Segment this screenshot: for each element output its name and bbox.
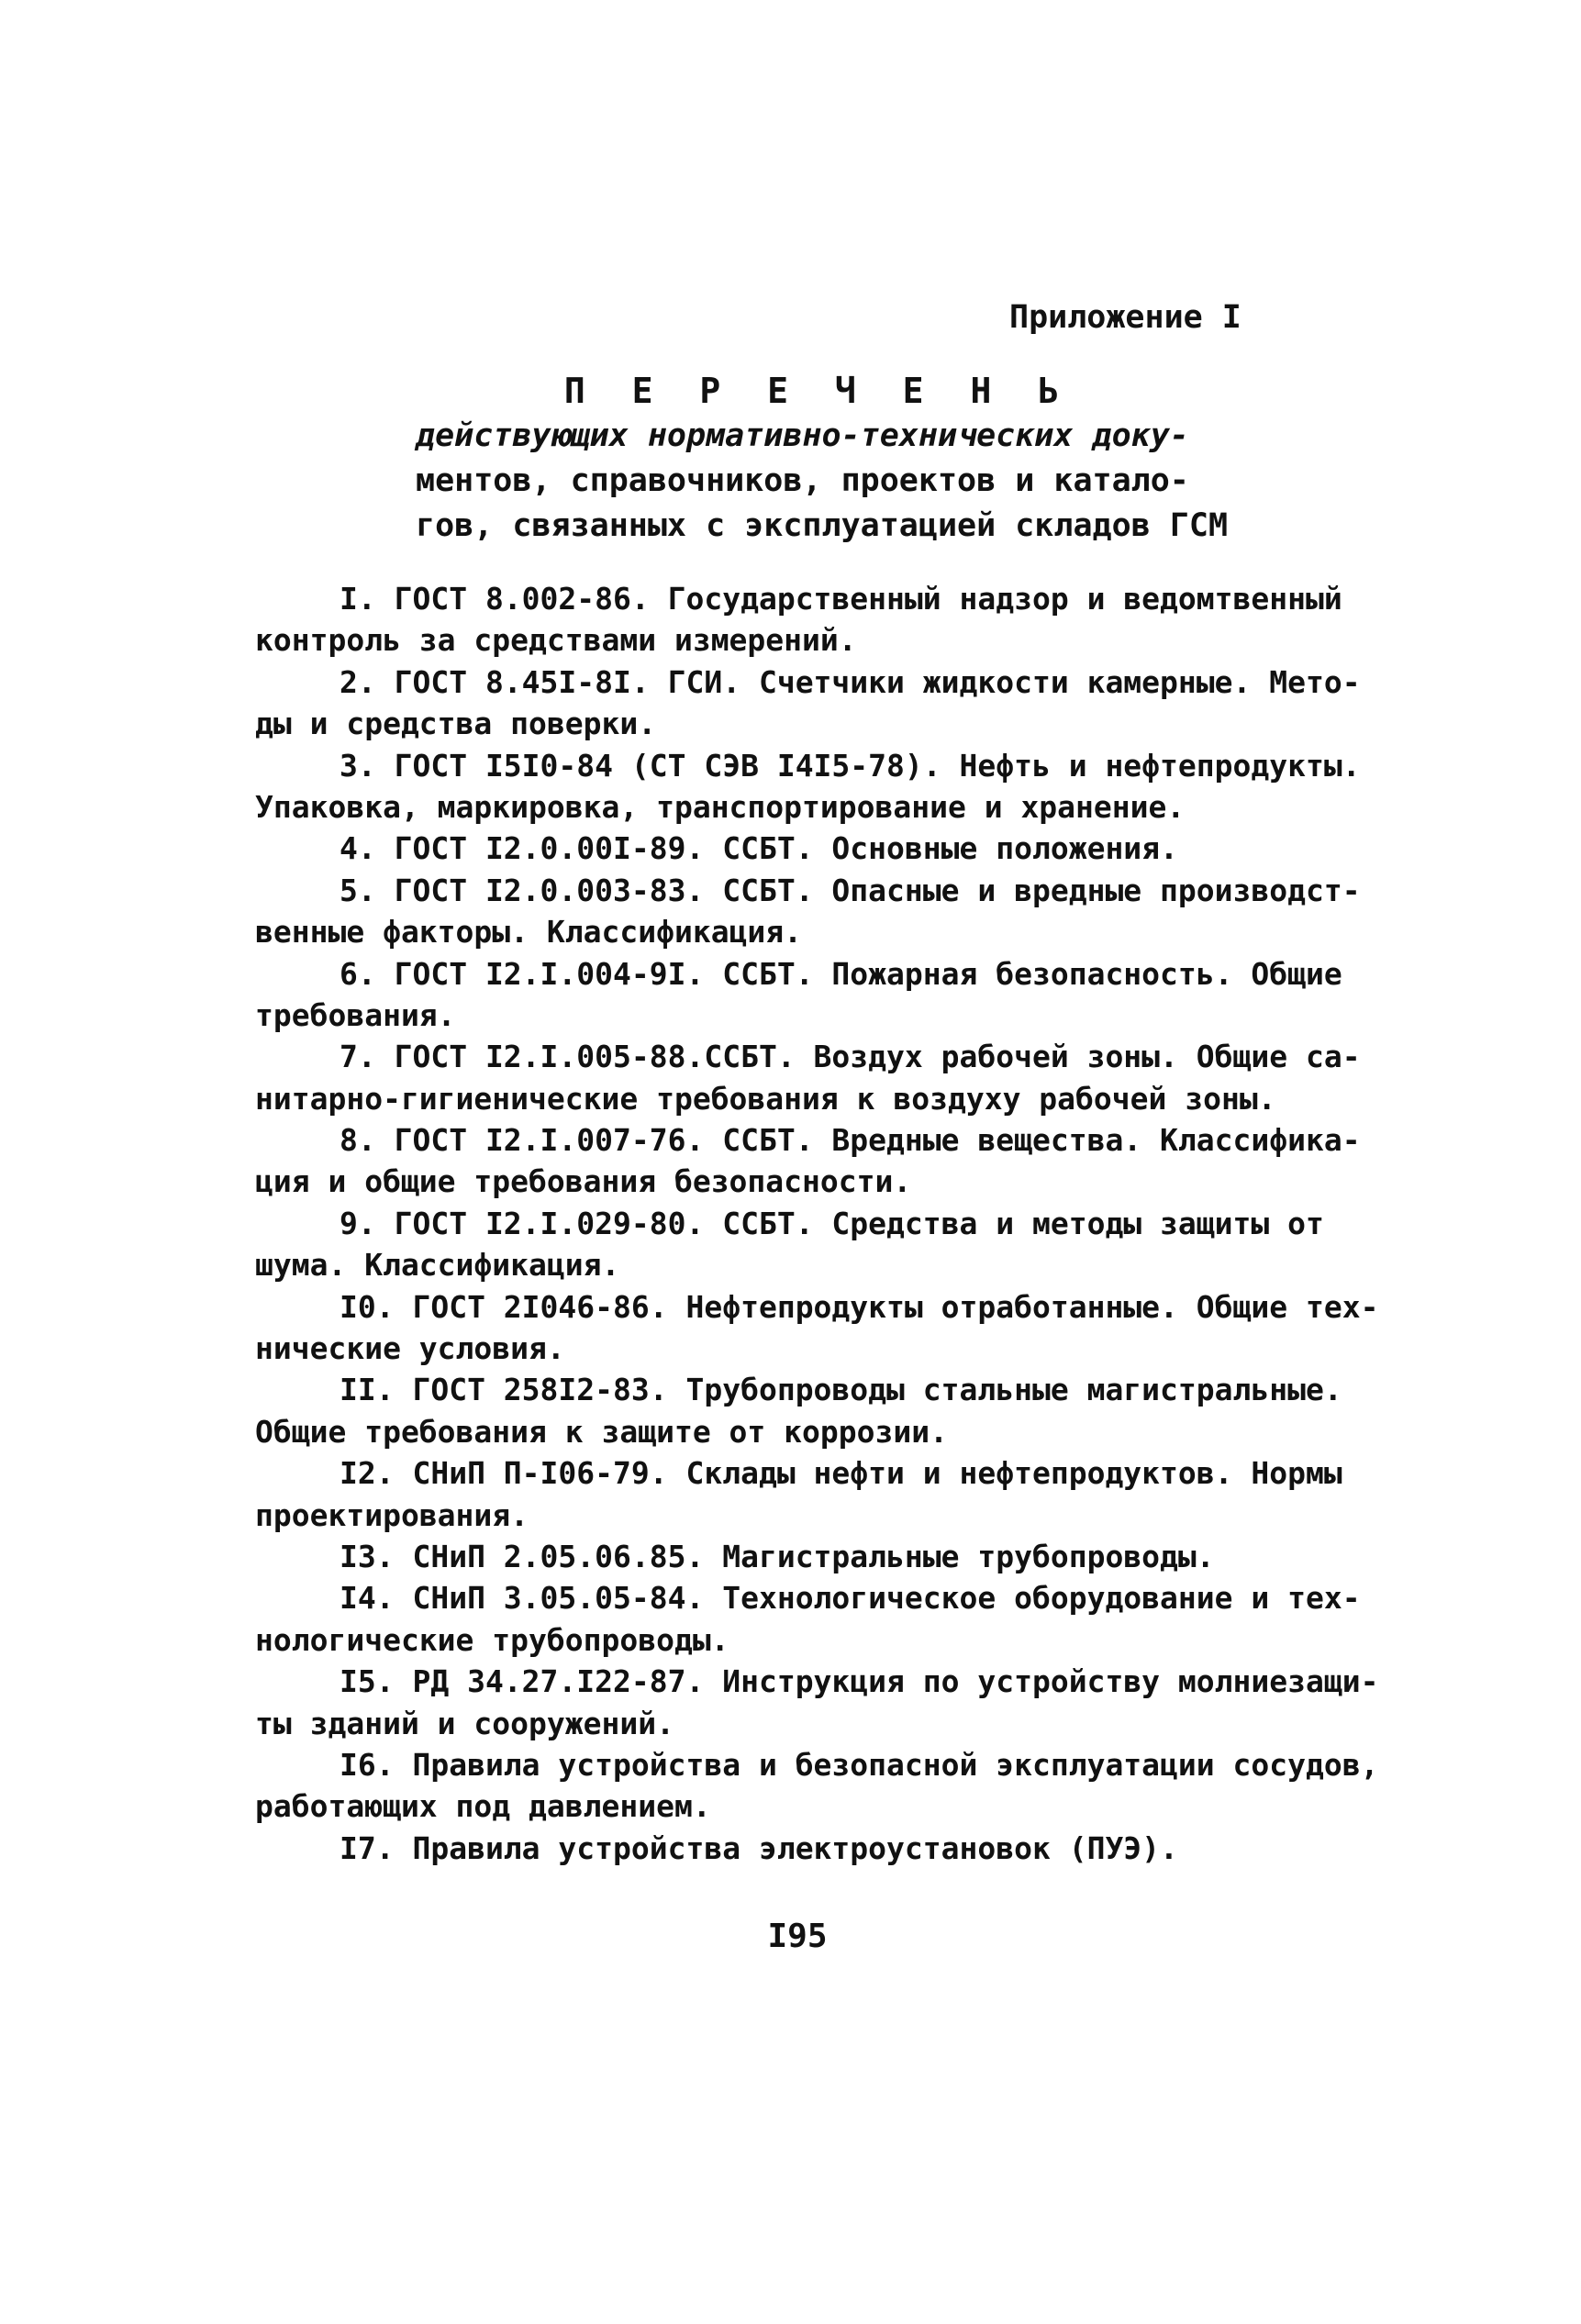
list-item: I0. ГОСТ 2I046-86. Нефтепродукты отработанные. Общие тех-: [340, 1288, 1379, 1325]
appendix-label: Приложение I: [1009, 299, 1241, 336]
list-item-continuation: Упаковка, маркировка, транспортирование и хранение.: [255, 788, 1186, 825]
list-item: I5. РД 34.27.I22-87. Инструкция по устройству молниезащи-: [340, 1663, 1379, 1700]
subtitle-line: действующих нормативно-технических доку-: [416, 417, 1189, 454]
list-item-continuation: венные факторы. Классификация.: [255, 914, 803, 951]
list-item: I. ГОСТ 8.002-86. Государственный надзор и ведомтвенный: [340, 581, 1342, 617]
list-item-continuation: требования.: [255, 996, 456, 1033]
list-item: I3. СНиП 2.05.06.85. Магистральные трубопроводы.: [340, 1538, 1215, 1574]
list-item-continuation: ды и средства поверки.: [255, 706, 657, 742]
list-item-continuation: нитарно-гигиенические требования к воздуху рабочей зоны.: [255, 1080, 1276, 1117]
list-item: I6. Правила устройства и безопасной эксплуатации сосудов,: [340, 1746, 1379, 1783]
list-item-continuation: ты зданий и сооружений.: [255, 1705, 674, 1741]
list-item: 6. ГОСТ I2.I.004-9I. ССБТ. Пожарная безопасность. Общие: [340, 955, 1342, 992]
list-item-continuation: работающих под давлением.: [255, 1788, 711, 1825]
list-item-continuation: шума. Классификация.: [255, 1247, 620, 1284]
list-item: 2. ГОСТ 8.45I-8I. ГСИ. Счетчики жидкости камерные. Мето-: [340, 663, 1361, 700]
document-subtitle: [416, 414, 1229, 549]
list-item-continuation: проектирования.: [255, 1496, 529, 1533]
list-item: I2. СНиП П-I06-79. Склады нефти и нефтепродуктов. Нормы: [340, 1455, 1342, 1492]
list-item: 8. ГОСТ I2.I.007-76. ССБТ. Вредные вещества. Классифика-: [340, 1122, 1361, 1159]
list-item: 7. ГОСТ I2.I.005-88.ССБТ. Воздух рабочей зоны. Общие са-: [340, 1039, 1361, 1075]
list-item-continuation: нологические трубопроводы.: [255, 1621, 729, 1658]
list-item-continuation: Общие требования к защите от коррозии.: [255, 1413, 948, 1450]
list-item: I4. СНиП 3.05.05-84. Технологическое оборудование и тех-: [340, 1580, 1361, 1617]
list-item-continuation: ция и общие требования безопасности.: [255, 1163, 912, 1200]
subtitle-line: ментов, справочников, проектов и катало-: [416, 462, 1189, 499]
document-list: [255, 578, 1379, 1869]
page-number: I95: [767, 1918, 828, 1955]
list-item: I7. Правила устройства электроустановок (ПУЭ).: [340, 1829, 1178, 1866]
list-item: 3. ГОСТ I5I0-84 (СТ СЭВ I4I5-78). Нефть и нефтепродукты.: [340, 747, 1361, 784]
subtitle-line: гов, связанных с эксплуатацией складов ГСМ: [416, 507, 1229, 544]
list-item: 9. ГОСТ I2.I.029-80. ССБТ. Средства и методы защиты от: [340, 1205, 1324, 1241]
list-item-continuation: контроль за средствами измерений.: [255, 622, 857, 659]
list-item: 5. ГОСТ I2.0.003-83. ССБТ. Опасные и вредные производст-: [340, 872, 1361, 908]
document-title: П Е Р Е Ч Е Н Ь: [563, 371, 1073, 411]
list-item: II. ГОСТ 258I2-83. Трубопроводы стальные магистральные.: [340, 1372, 1342, 1408]
list-item-continuation: нические условия.: [255, 1330, 565, 1367]
list-item: 4. ГОСТ I2.0.00I-89. ССБТ. Основные положения.: [340, 830, 1178, 867]
